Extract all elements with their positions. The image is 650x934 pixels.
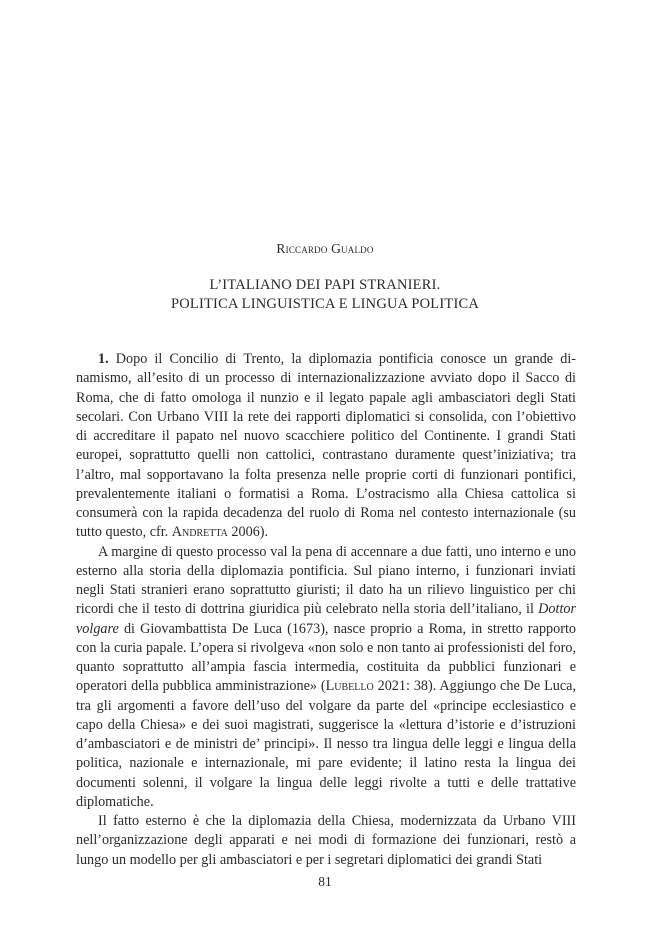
- citation-lubello: Lubello: [325, 678, 374, 695]
- body-text: [76, 350, 576, 870]
- paragraph-1-text-b: 2006).: [227, 524, 269, 541]
- paragraph-3-text: Il fatto esterno è che la diplomazia della Chiesa, modernizzata da Urbano VIII nell’organizzazione degli apparati e nei modi di formazione dei funzionari, restò a lungo un modello per gli ambasciatori e per i segretari diplomatici dei grandi Stati: [76, 813, 576, 868]
- section-number: 1.: [98, 351, 109, 367]
- chapter-title: [0, 276, 650, 314]
- paragraph-1-text-a: Dopo il Concilio di Trento, la diplomazia pontificia conosce un grande dinamismo, all’esito di un processo di internazionalizzazione avviato dopo il Sacco di Roma, che di fatto omologa il nunzio e il legato papale agli ambasciatori degli Stati secolari. Con Urbano VIII la rete dei rapporti diplomatici si consolida, con l’obiettivo di accreditare il papato nel nuovo scacchiere politico del Continente. I grandi Stati europei, soprattutto quelli non cattolici, contrastano duramente quest’iniziativa; tra l’altro, mal sopportavano la folta presenza nelle proprie corti di funzionari pontifici, prevalentemente italiani o formatisi a Roma. L’ostracismo alla Chiesa cattolica si consumerà con la rapida decadenza del ruolo di Roma nel contesto internazionale (su tutto questo, cfr.: [76, 351, 576, 541]
- paragraph-2-text-c: 2021: 38). Aggiungo che De Luca, tra gli argomenti a favore dell’uso del volgare da parte del «principe ecclesiastico e capo della Chiesa» e dei suoi magistrati, suggerisce la «lettura d’istorie e d’istruzioni d’ambasciatori e de ministri de’ principi». Il nesso tra lingua delle leggi e lingua della politica, nazionale e internazionale, mi pare evidente; il latino resta la lingua dei documenti solenni, il volgare la lingua delle leggi rivolte a tutti e delle trattative diplomatiche.: [76, 678, 576, 810]
- paragraph-1: [76, 350, 576, 543]
- chapter-title-line-1: L’ITALIANO DEI PAPI STRANIERI.: [209, 277, 441, 293]
- paragraph-2-text-b: di Giovambattista De Luca (1673), nasce proprio a Roma, in stretto rapporto con la curia papale. L’opera si rivolgeva «non solo e non tanto ai professionisti del foro, quanto soprattutto all’ampia fascia intermedia, costituita da pubblici funzionari e operatori della pubblica amministrazione» (: [76, 620, 576, 695]
- paragraph-2: [76, 543, 576, 813]
- page-number: 81: [318, 874, 332, 889]
- author-name: Riccardo Gualdo: [276, 241, 374, 256]
- citation-andretta: Andretta: [171, 524, 228, 541]
- paragraph-2-text-a: A margine di questo processo val la pena di accennare a due fatti, uno interno e uno esterno alla storia della diplomazia pontificia. Sul piano interno, i funzionari inviati negli Stati stranieri erano soprattutto giuristi; il dato ha un rilievo linguistico per chi ricordi che il testo di dottrina giuridica più celebrato nella storia dell’italiano, il: [76, 543, 576, 618]
- paragraph-3: [76, 812, 576, 870]
- chapter-title-line-2: POLITICA LINGUISTICA E LINGUA POLITICA: [170, 296, 480, 312]
- work-title-italic: Dottor volgare: [76, 601, 576, 637]
